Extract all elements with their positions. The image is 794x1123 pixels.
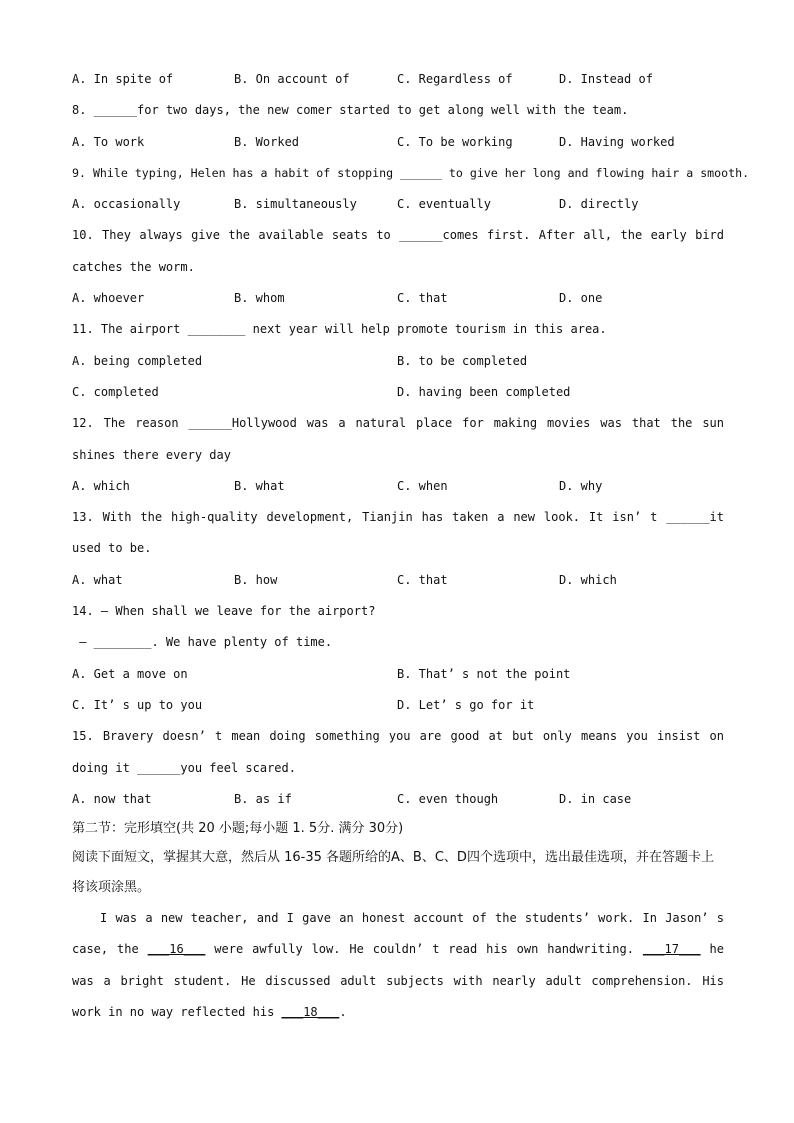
q14-line1: 14. – When shall we leave for the airport? [72,604,376,619]
q12-stem: 12. The reason ______Hollywood was a natural place for making movies was that the sun shines there every day [72,416,724,462]
option-b[interactable]: B. how [234,572,278,587]
option-a[interactable]: A. occasionally [72,197,181,212]
option-d[interactable]: D. one [559,291,603,306]
q15-stem: 15. Bravery doesn’ t mean doing something you are good at but only means you insist on doing it ______you feel scared. [72,729,724,775]
q10-stem: 10. They always give the available seats to ______comes first. After all, the early bird catches the worm. [72,228,724,274]
q12-options [72,471,724,502]
option-b[interactable]: B. On account of [234,72,350,86]
option-a[interactable]: A. what [72,572,123,587]
option-b[interactable]: B. as if [234,791,292,806]
option-c[interactable]: C. To be working [397,134,513,149]
section-title: 第二节：完形填空(共 20 小题;每小题 1. 5分. 满分 30分) [72,821,404,837]
option-b[interactable]: B. to be completed [397,353,528,368]
option-b[interactable]: B. what [234,478,285,493]
section-instruction: 阅读下面短文，掌握其大意，然后从 16-35 各题所给的A、B、C、D四个选项中，选出最佳选项，并在答题卡上将该项涂黑。 [72,850,714,896]
option-a[interactable]: A. To work [72,134,145,149]
option-c[interactable]: C. eventually [397,197,491,212]
q14-options-row1 [72,659,724,690]
option-a[interactable]: A. now that [72,791,152,806]
exam-page [72,64,750,1028]
option-d[interactable]: D. why [559,478,603,493]
cloze-passage [72,903,724,1028]
q14-options-row2 [72,690,724,721]
option-b[interactable]: B. That’ s not the point [397,666,571,681]
q14-line2: – ________. We have plenty of time. [72,635,333,650]
q11-options-row2 [72,377,724,408]
q7-options [72,64,724,95]
q15-options [72,784,724,815]
option-d[interactable]: D. Let’ s go for it [397,697,535,712]
option-c[interactable]: C. that [397,572,448,587]
option-b[interactable]: B. whom [234,291,285,306]
option-c[interactable]: C. even though [397,791,499,806]
option-d[interactable]: D. in case [559,791,632,806]
option-a[interactable]: A. Get a move on [72,666,188,681]
q8-stem: 8. ______for two days, the new comer started to get along well with the team. [72,103,629,118]
passage-text-2: were awfully low. He couldn’ t read his own handwriting. [205,942,643,957]
option-c[interactable]: C. Regardless of [397,72,513,86]
option-c[interactable]: C. It’ s up to you [72,697,203,712]
option-d[interactable]: D. directly [559,197,639,212]
q9-stem: 9. While typing, Helen has a habit of stopping ______ to give her long and flowing hair a smooth. [72,165,750,180]
option-c[interactable]: C. that [397,291,448,306]
option-a[interactable]: A. being completed [72,353,203,368]
option-c[interactable]: C. when [397,478,448,493]
q13-stem: 13. With the high-quality development, Tianjin has taken a new look. It isn’ t ______it used to be. [72,510,724,556]
blank-16[interactable]: ___16___ [147,942,206,957]
passage-text-3: he was a bright student. He discussed adult subjects with nearly adult comprehension. His work in no way reflected his [72,942,725,1020]
q9-options [72,189,724,220]
option-b[interactable]: B. Worked [234,134,300,149]
passage-text-4: . [339,1005,347,1020]
blank-18[interactable]: ___18___ [281,1005,340,1020]
option-c[interactable]: C. completed [72,384,159,399]
q8-options [72,127,724,158]
option-d[interactable]: D. having been completed [397,384,571,399]
blank-17[interactable]: ___17___ [642,942,701,957]
q11-options-row1 [72,346,724,377]
option-d[interactable]: D. which [559,572,617,587]
q13-options [72,565,724,596]
option-a[interactable]: A. which [72,478,130,493]
q10-options [72,283,724,314]
option-b[interactable]: B. simultaneously [234,197,357,212]
option-d[interactable]: D. Having worked [559,134,675,149]
q11-stem: 11. The airport ________ next year will help promote tourism in this area. [72,322,607,337]
option-a[interactable]: A. whoever [72,291,145,306]
option-d[interactable]: D. Instead of [559,72,653,86]
passage-text-1: I was a new teacher, and I gave an honest account of the students’ work. In Jason’ s case, the [72,911,724,957]
option-a[interactable]: A. In spite of [72,72,174,86]
